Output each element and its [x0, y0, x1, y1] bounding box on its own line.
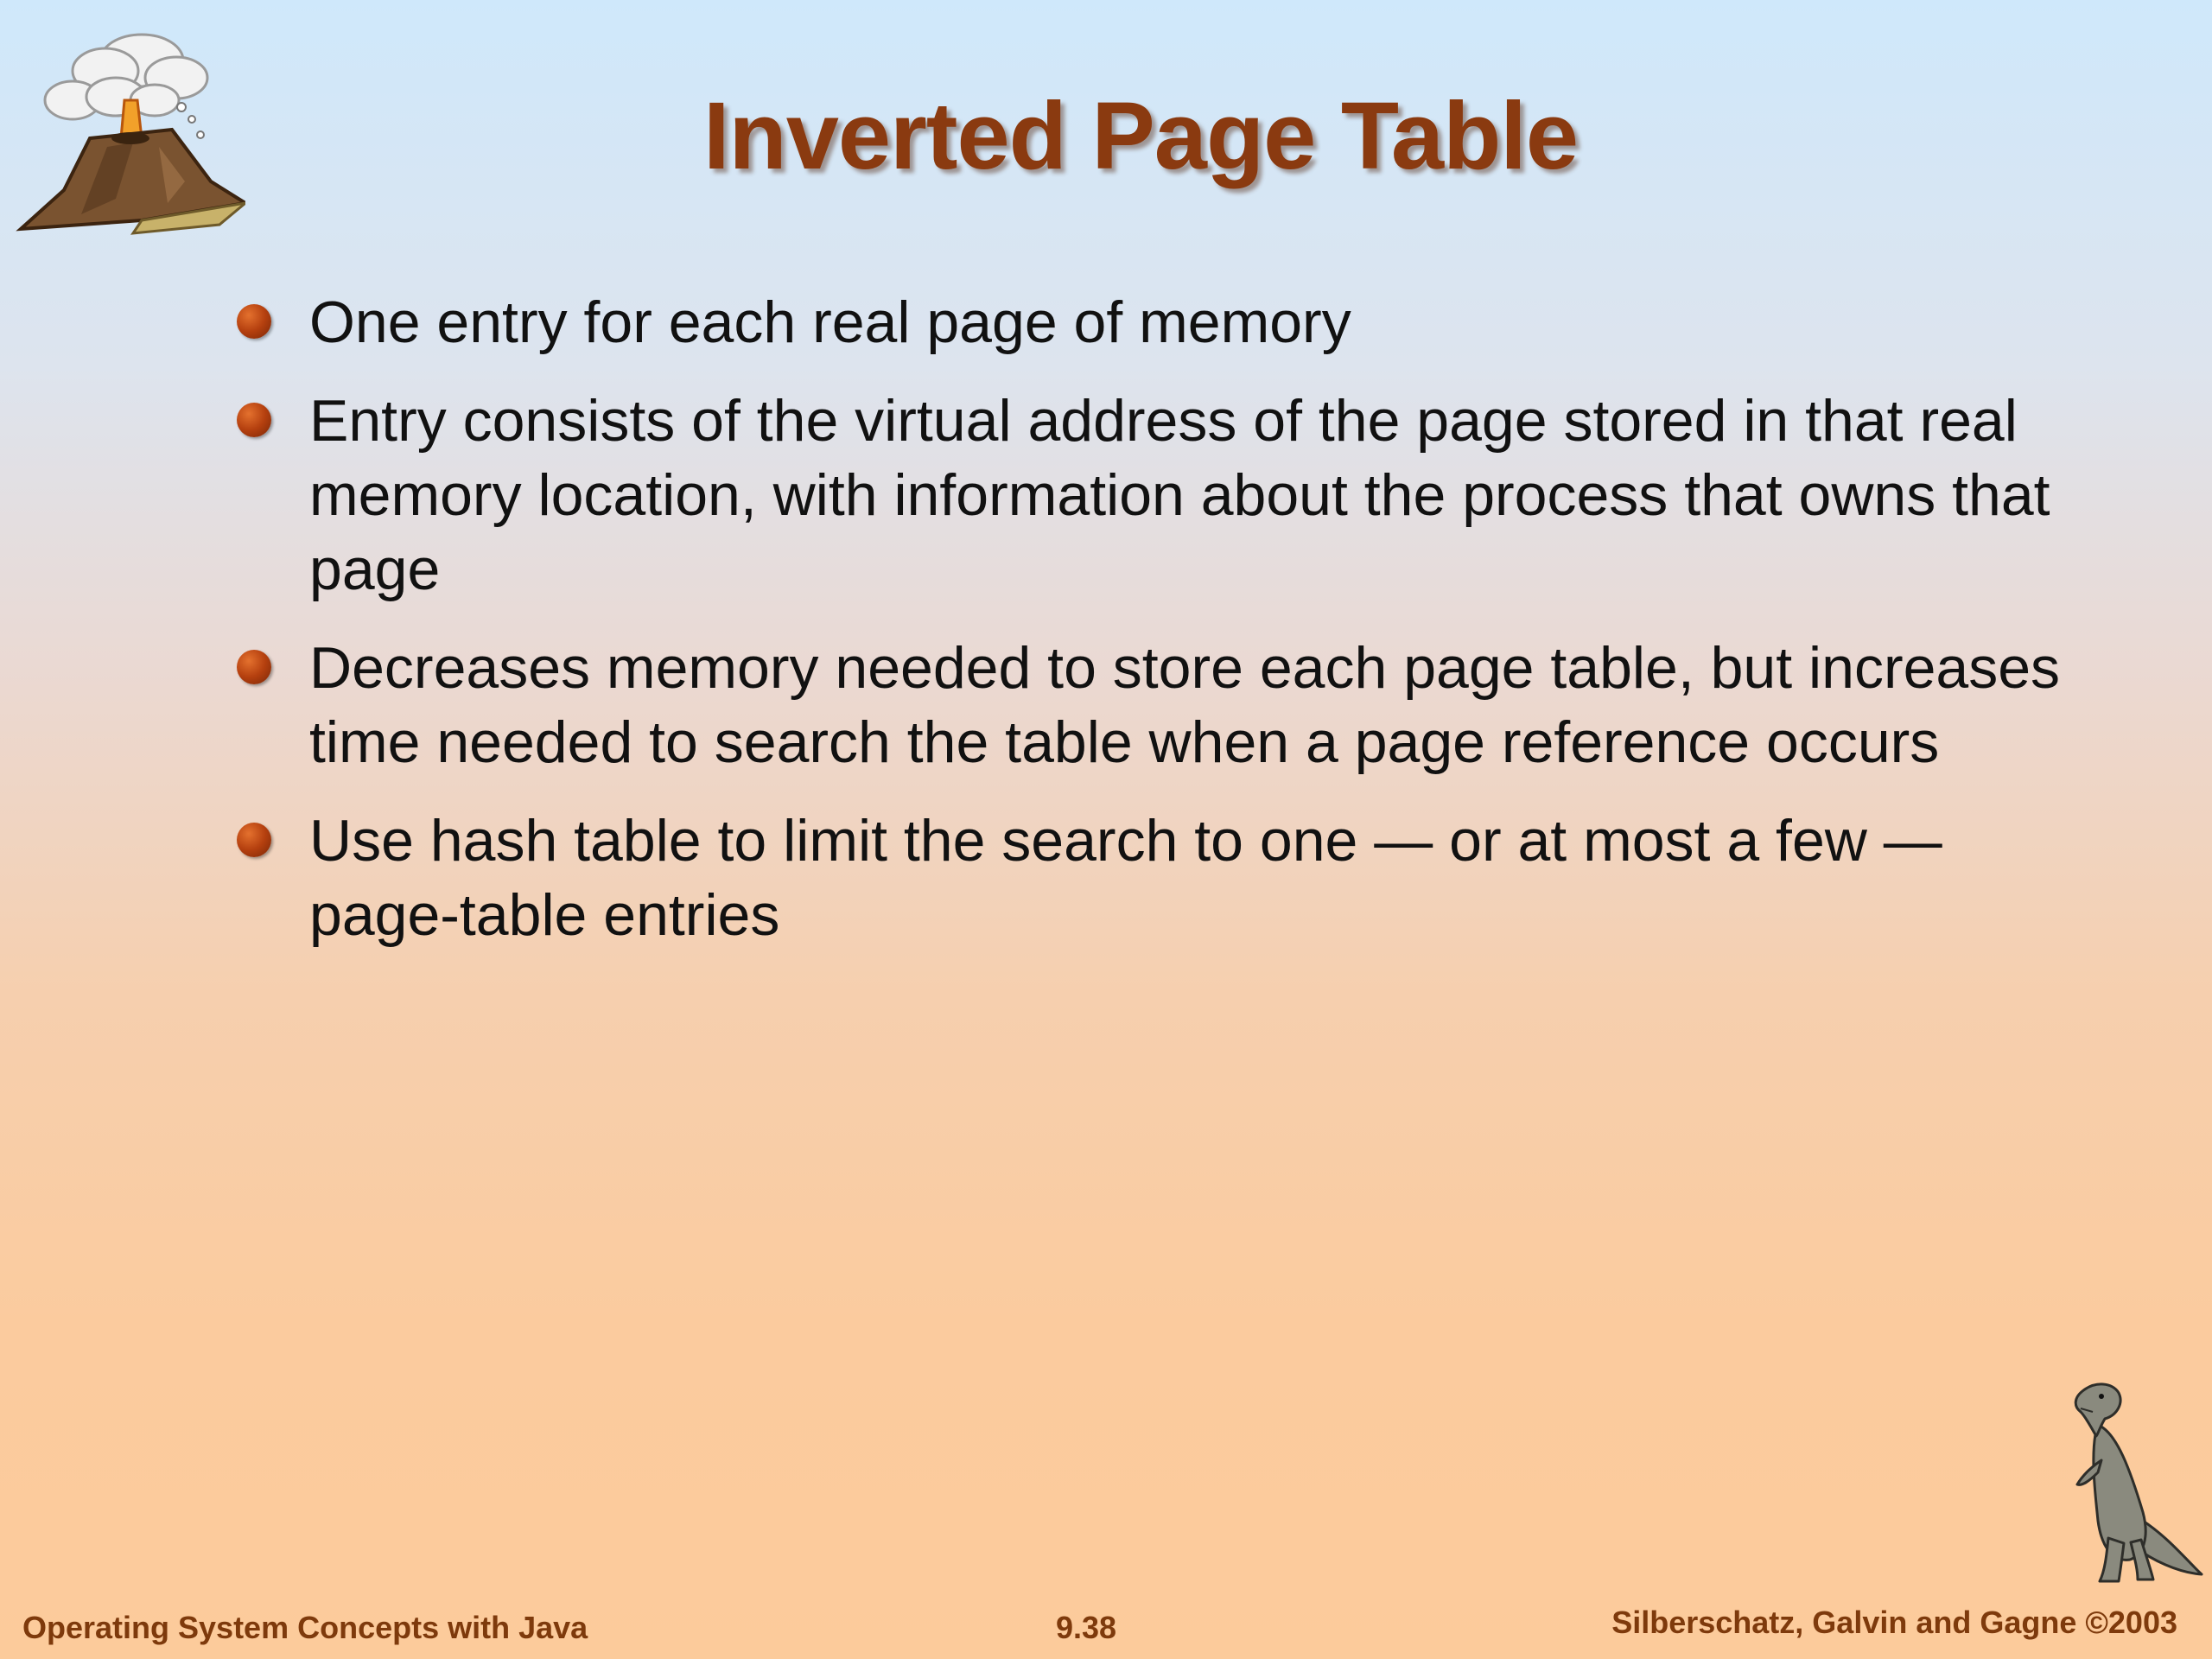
footer-book-title: Operating System Concepts with Java [22, 1610, 588, 1645]
dinosaur-icon [2048, 1374, 2203, 1590]
bullet-dot-icon [237, 304, 271, 339]
bullet-item [233, 384, 2065, 607]
bullet-item [233, 804, 2065, 952]
bullet-dot-icon [237, 650, 271, 684]
bullet-item [233, 631, 2065, 779]
bullet-text: Entry consists of the virtual address of the page stored in that real memory location, with information about the process that owns that page [309, 388, 2050, 602]
bullet-text: Decreases memory needed to store each page table, but increases time needed to search the table when a page reference occurs [309, 635, 2061, 775]
bullet-dot-icon [237, 403, 271, 437]
bullet-list [233, 285, 2065, 976]
slide-title: Inverted Page Table [702, 83, 1579, 189]
footer-page-number: 9.38 [1056, 1610, 1117, 1645]
bullet-item [233, 285, 2065, 359]
volcano-icon [12, 17, 245, 242]
bullet-dot-icon [237, 823, 271, 857]
footer-copyright: Silberschatz, Galvin and Gagne ©2003 [1611, 1605, 2177, 1640]
bullet-text: Use hash table to limit the search to one — or at most a few — page-table entries [309, 808, 1942, 948]
bullet-text: One entry for each real page of memory [309, 289, 1351, 355]
